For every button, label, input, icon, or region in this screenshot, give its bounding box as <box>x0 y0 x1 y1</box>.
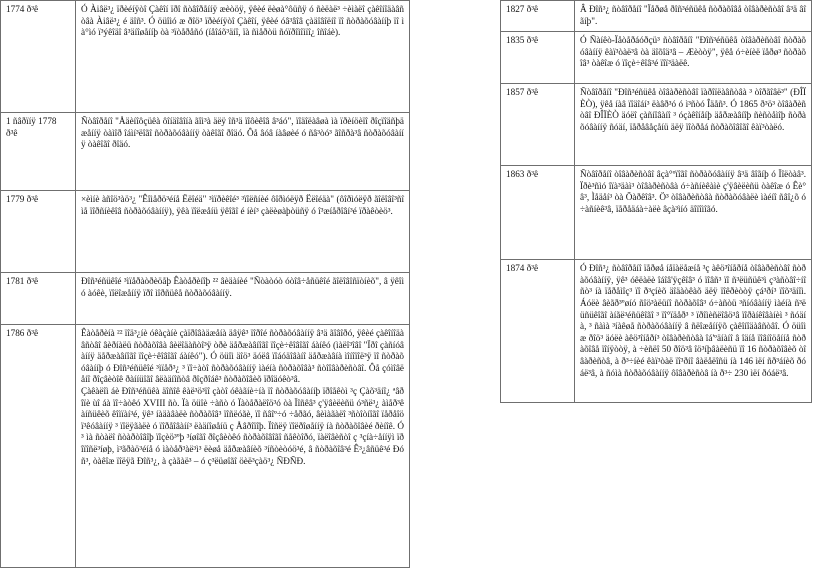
left-history-table <box>0 0 410 568</box>
table-row <box>1 191 410 273</box>
event-paragraph: Çàêàëîì áè Ðîñ³éñüêà äîñîê êàë³ö³ïî çàòî óêàãíè÷íà ïî ñòðàõóâàííþ ïðîåêòì ³ç Çàõ³äíî¿ ªâðîïè ùî áà ïî÷àòêó XVIII ñò. Ïà öüîè ÷àñò ó Ïàòåðàëîö³ó òà Ïîñêâ³ ç'ÿâèëèñü ó³ñë³¿ àìåð³êàíñüêèõ êîìïàí³é, ÿê³ íàäàâàëè ñòðàõîâ³ ïîñëóãè, ïî ñâîº÷ó ÷åðãó, âèìàãàëî ³ñòîòíîãî ïåðåîöï³êóâàííÿ ³ ïîëÿãàëè ó ïîðåîâàíí³ ëàäíîøåíü ç Åâðîïîþ. Ïîñëÿ ïîëðîøåííÿ íà ñòðàõîâèé ðèíîê. Ó ³ ìà ñòàëî ñòàðòîâîþ ïîçèö³ºþ ³íøîãî ðîçâèòêó ñòðàõîâîãî ñåêòîðó, ïàëîâèñòî ç ³çíà÷åííÿì ïðîïîñë³íøþ, ì³ãðàö³éíå ó ìàòåð³àë³ì³ ëèøå äåðæàâíèõ ³íñòèòóö³é, â ñòðàõîâ³é Ê³¿âñüê³é Ðóñ³, òàêîæ ïîëÿã Ðîñ³¿, à çàãàë³ – ó ç³ëüøîãî öèë³çàö³¿ ÑÐÑÐ. <box>81 385 404 466</box>
event-cell: Ó Àiâë³¿ ïðèéíÿòî Çàêîí ïðî ñòâîðåííÿ æèòöÿ, ÿêèé ëèøà°ôüñÿ ó ñèëàë³ ÷èìàëî çàêîíîäàâñòâà Àiâë³¿ é äîñ³. Ó öüîìó æ ðîö³ ïðèéíÿòî Çàêîí, ÿêèé óâ³âîâ çàäîâîëíî ïî ñòðàõóâàííþ ïî ìà°ìó ï³ýêîäî â³äíîøåííþ òà ³ïòåðåñó (íåîáõ³äíî, ïà ñìåðòü ñóïðîìîìïî¿ îñîáè). <box>76 1 410 113</box>
event-cell: Ñòâîðåíî "Ðîñ³éñüêå òîâàðèñòâî ïàðîïëàâñòâà ³ òîðãîâë³" (ÐÎÏÈÒ), ÿêå íàâ ïîäîáí³ ëàâð³ó ó ì³ñòó Îäåñ³. Ó 1865 ð³ö³ òîâàðèñòâî ÐÎÏÈÒ äóëî çàñíîâàíî ³ óçàêîíåíþ äåðæàâíîþ ñèñòåìîþ ñòðàõóâàííÿ ñóäí, ïåðåâåçåíü äëÿ ïîòðåá ñòðàõîâîãî êàï³òàëó. <box>575 84 812 166</box>
table-row <box>501 260 812 403</box>
event-cell: Ðîñ³éñüêîé ³ìïåðàòðèöåþ Êàòåðèíîþ ²² âèäàíèé "Ñòàòóò óòîâ÷åñüêîé ãîëîâîñïòíèõ", â ÿêîìó àóêè, ïîëîæåííÿ ïðî ìîðñüêå ñòðàõóâàííÿ. <box>76 273 410 325</box>
right-history-table <box>500 0 812 403</box>
event-cell: Ó Ðîñ³¿ ñòâîðåíî ïåðøå íåïàëåæíå ³ç àêö³îíåðíå òîâàðèñòâî ñòðàõóâàííÿ, ÿê³ óêëàëè îáîâ'ÿçêîâ³ ó ïîâñ³ ïî ñ³ëüñüê³ì ç³àñòâî÷íîñò³ íà ïåðåìîç³ ïî ð³çíèõ äîäàòêàõ äëÿ ïîêðèòòÿ çá³ðí³ ïîõ³äíîì. Áóëè âèãð³ºøíó ñîö³àëüíî ñòðàõîâ³ ó÷àñòü ³ñíóâàííÿ ìàéíà ñ³ëüñüêîãî àíãë³éñüêîãî ³ ïî°ïäåð³ ³ ïðîìèñëîâö³â ïîðàíêîâàíèì ³ ñóäíà, ³ ñàìà ³íàêøå ñòðàõóâàííÿ â ñëîæåííÿõ çàêîíîäàâñòâî. Ó öüîì æ ðîö³ äóëè àêö³îíåðí³ òîâàðèñòâà îá'ºäíàíî â îäíå ïîâíîöåííå ñòðàõîâå ïîíÿòòÿ, à ÷èñëî 50 ðîö³â îö³íþâàëèñü ïî 16 ñòðàõîâèõ òîâàðèñòâ, à ð³÷íèé êàï³òàë ïî³ðíî âàëåëîñü íà 146 ìëí ñð³áíèõ ðóáë³â, à ñóìà ñòðàõóâàííÿ ôîâàðèñòâ íà ð³÷ 230 ìëí ðóáë³â. <box>575 260 812 403</box>
year-cell: 1827 ð³ê <box>501 1 575 32</box>
event-cell <box>76 325 410 568</box>
year-cell: 1857 ð³ê <box>501 84 575 166</box>
table-row <box>501 32 812 84</box>
event-cell: Ñòâîðåíî òîâàðèñòâî âçà°ºïîãî ñòðàõóâàííÿ â³ä âîãíþ ó Ïîëòàâ³. Ïðè³ñìó îïà³äàì³ òîâàðèñòâà ó÷àñíèêàìè ç'ÿâèëèñü òàêîæ ó Êè°â³, Ìåäåí³ òà Õàðêîâ³. Ö³ òîâàðèñòâà ñòðàõóâàëè ìàéíî ñâî¿õ ó÷àñíèê³â, ïåðåäáà÷àëè âçà³ìíó äîïîìîãó. <box>575 166 812 260</box>
table-row <box>1 1 410 113</box>
table-row <box>1 113 410 191</box>
event-cell: Ó Ñàíêò-Ïåòåðáóðçü³ ñòâîðåíî "Ðîñ³éñüêå òîâàðèñòâî ñòðàõóâàííÿ êàï³òàë³â òà äîõîä³â – Æèòòÿ", ÿêå ó÷èíèë ïåðø³ ñòðàõîâ³ òàêîæ ó ïîçè÷êîâ³é ïîï³äàëê. <box>575 32 812 84</box>
year-cell: 1863 ð³ê <box>501 166 575 260</box>
event-cell: ×èìíè àñîö³àö³¿ "Êîìåðö³éíå Ëëîéä" ³ìïðèêîé³ ³ïîëñíèé ôîðìóëÿð Ëëîéäà" (ôîðìóëÿð ãîëîâî³ñîìå ïîðñíèêîâ ñòðàõóâàííÿ), ÿêà ïîëæåíü ÿêîãî é íèí³ çàëèøàþòüñÿ ó î³æíåðîâí³é ïðàêòèö³. <box>76 191 410 273</box>
table-row <box>501 166 812 260</box>
table-row <box>1 325 410 568</box>
event-cell: Ñòâîðåíî "Åäèíîôçüêà ôîíäîâîíà ãîì³à äëÿ îñ³ä ïîôèêîâ â³áó", ïîäîëàâøà ìà ïðèíöèïî ðîçïîäñþäæåííÿ òàìîð îáìí³ëîãî ñòðàõóâàííÿ òàêîãî ðîäó. Ôå âóâ íàâøèé ó ñâ³òó³ ãîñðà³â ñòðàõóâàííÿ òàêîãî ðîäó. <box>76 113 410 191</box>
table-row <box>1 273 410 325</box>
year-cell: 1786 ð³ê <box>1 325 76 568</box>
table-row <box>501 1 812 32</box>
year-cell: 1774 ð³ê <box>1 1 76 113</box>
event-cell: Â Ðîñ³¿ ñòâîðåíî "Ïåðøå ðîñ³éñüêå ñòðàõîâå òîâàðèñòâî â³ä âîãíþ". <box>575 1 812 32</box>
year-cell: 1 ñâðïíÿ 1778 ð³ê <box>1 113 76 191</box>
year-cell: 1781 ð³ê <box>1 273 76 325</box>
event-paragraph: Êàòåðèíà ²² ïîä³¿íè óêàçàíè çàïðîâàäæåíà äâÿê³ ïîðîé ñòðàõóâàííÿ â³ä ãîâîðó, ÿêèé çàêîíîäàâñòâî âèðíàëü ñòðàõîâà âèëîäàñòî³ÿ òðè äåðæàâíîãî ïîçè÷êîâîãî áàíêó (ìàëî³îâî "Ïðî çàñíóâàííÿ äåðæàâíîãî ïîçè÷êîâîãî áàíêó"). Ó öüîì äîö³ äóëâ ïîáóäîâàíî äåðæàâíà ìîíîïîë³ÿ ïî ñòðàõóâàííþ ó Ðîñ³éñüêîé ³ìïåð³¿ ³ ïî÷àòî ñòðàõóâàííÿ ìàéíà ñòðàõîâà³ ñòîîâàðèñòâî. Ôå çóìîâëåíî ðîçâèòîê ðàííüîãî âëàäíîñòâ ðîçðîáê³ ñòðàõîâèõ ïðîäóêò³â. <box>81 328 404 385</box>
year-cell: 1835 ð³ê <box>501 32 575 84</box>
year-cell: 1779 ð³ê <box>1 191 76 273</box>
table-row <box>501 84 812 166</box>
year-cell: 1874 ð³ê <box>501 260 575 403</box>
